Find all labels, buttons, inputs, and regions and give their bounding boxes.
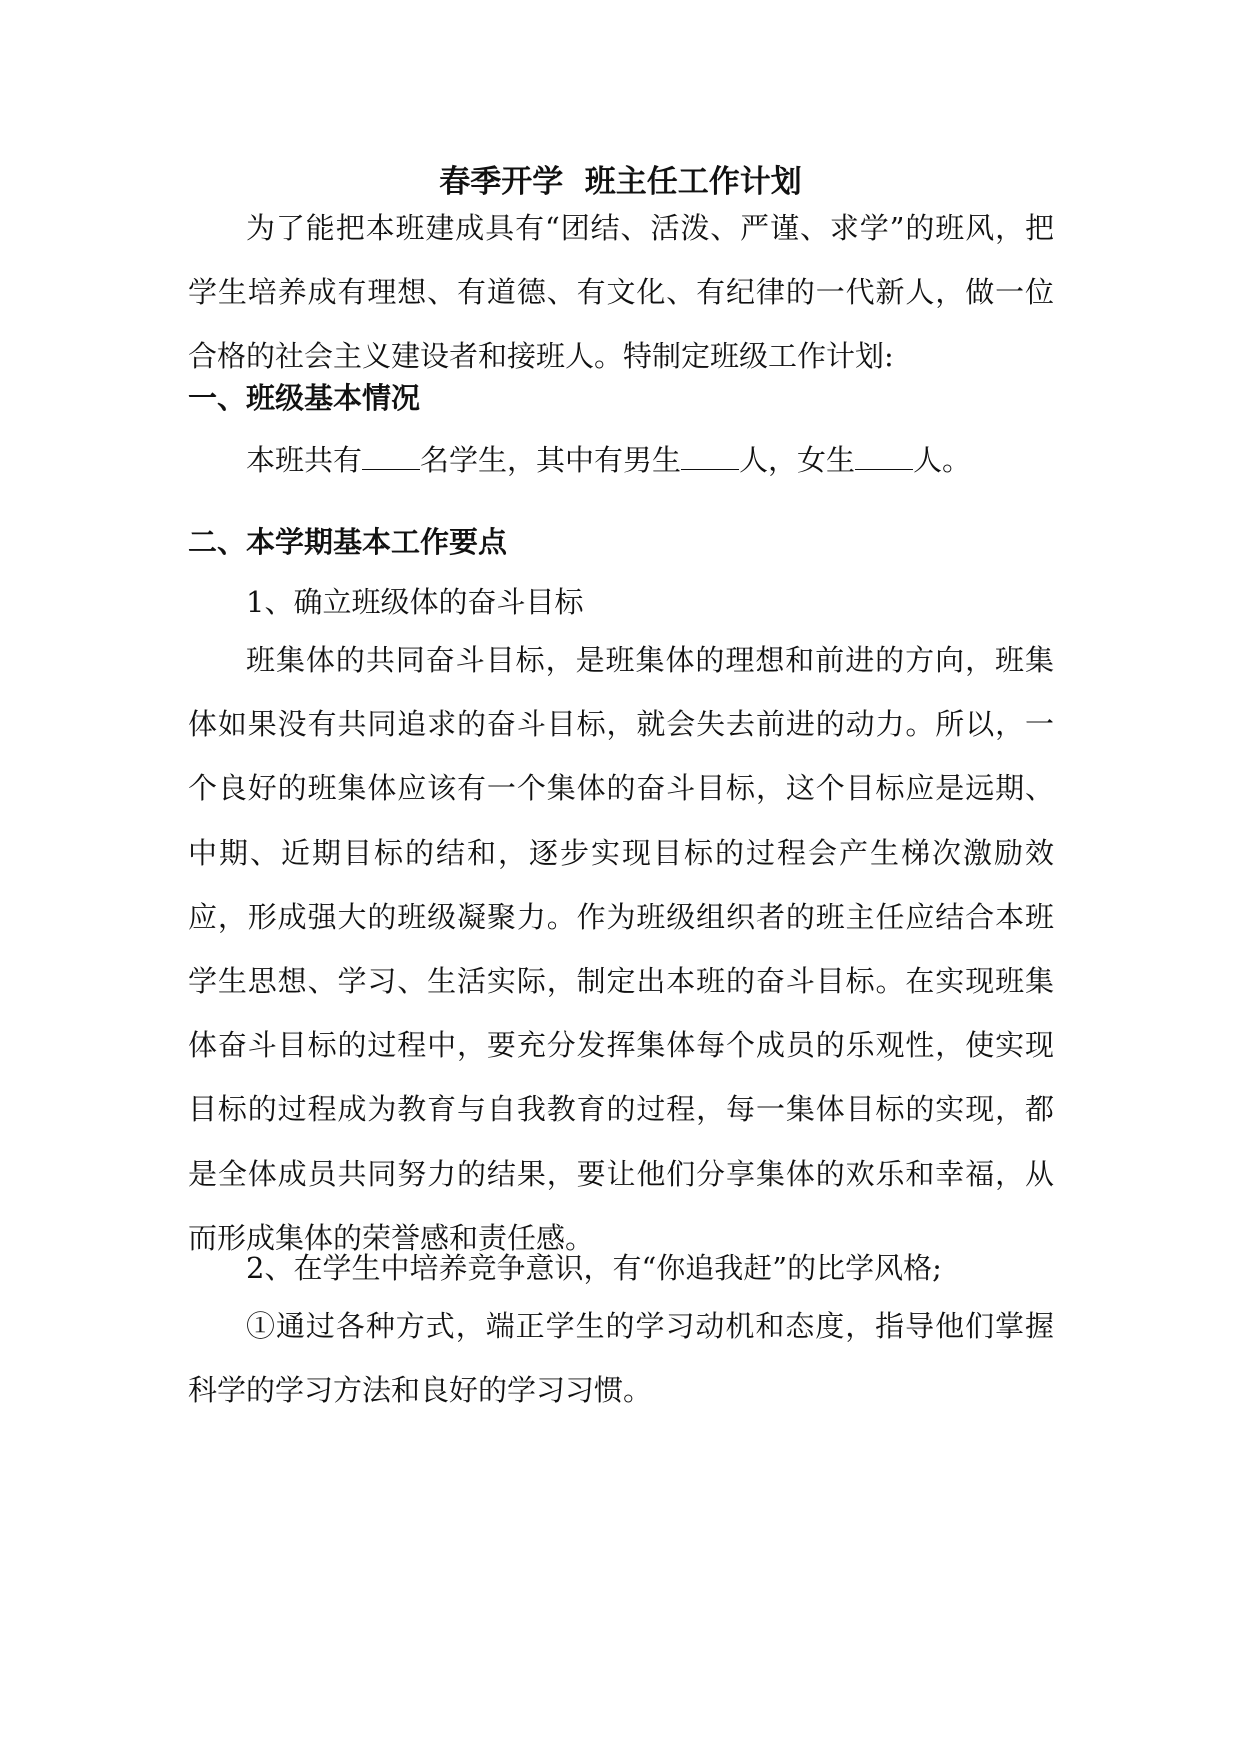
item-1-title: 1、确立班级体的奋斗目标: [246, 585, 584, 619]
item-2-point-1: ①通过各种方式，端正学生的学习动机和态度，指导他们掌握科学的学习方法和良好的学习习惯。: [188, 1309, 1054, 1408]
class-info-text-1: 本班共有: [246, 443, 363, 477]
boys-count-blank[interactable]: [681, 439, 739, 470]
section-1-heading: 一、班级基本情况: [188, 381, 421, 415]
item-1-body: 班集体的共同奋斗目标，是班集体的理想和前进的方向，班集体如果没有共同追求的奋斗目标，就会失去前进的动力。所以，一个良好的班集体应该有一个集体的奋斗目标，这个目标应是远期、中期、近期目标的结和，逐步实现目标的过程会产生梯次激励效应，形成强大的班级凝聚力。作为班级组织者的班主任应结合本班学生思想、学习、生活实际，制定出本班的奋斗目标。在实现班集体奋斗目标的过程中，要充分发挥集体每个成员的乐观性，使实现目标的过程成为教育与自我教育的过程，每一集体目标的实现，都是全体成员共同努力的结果，要让他们分享集体的欢乐和幸福，从而形成集体的荣誉感和责任感。: [188, 643, 1054, 1255]
section-2-heading: 二、本学期基本工作要点: [188, 525, 508, 559]
class-info-text-2: 名学生，其中有男生: [420, 443, 682, 477]
class-info-text-3: 人，女生: [739, 443, 856, 477]
document-title: 春季开学 班主任工作计划: [439, 164, 802, 200]
total-students-blank[interactable]: [362, 439, 420, 470]
girls-count-blank[interactable]: [855, 439, 913, 470]
class-info-text-4: 人。: [913, 443, 972, 477]
class-info-line: [246, 438, 971, 482]
item-2-title: 2、在学生中培养竞争意识，有“你追我赶”的比学风格;: [246, 1251, 942, 1285]
intro-paragraph: 为了能把本班建成具有“团结、活泼、严谨、求学”的班风，把学生培养成有理想、有道德、有文化、有纪律的一代新人，做一位合格的社会主义建设者和接班人。特制定班级工作计划:: [188, 211, 1054, 374]
